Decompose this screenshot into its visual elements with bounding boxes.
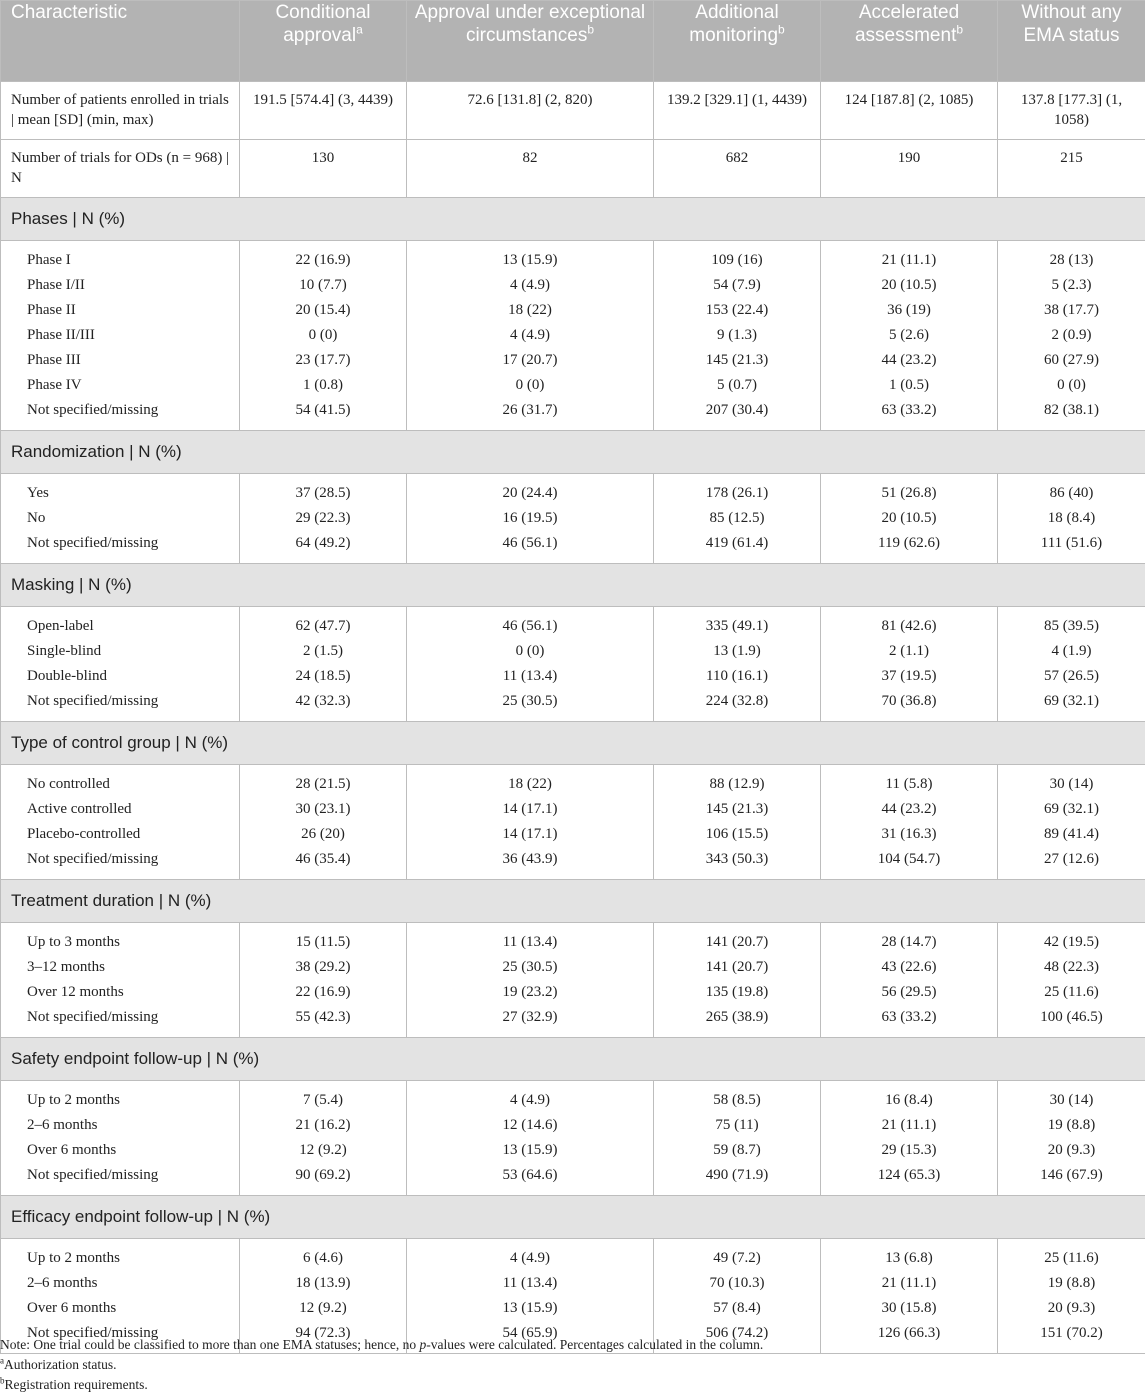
table-cell: 21 (16.2)	[240, 1113, 407, 1138]
table-cell: 37 (19.5)	[821, 664, 998, 689]
table-row	[1, 506, 1145, 531]
note-line: Note: One trial could be classified to more than one EMA statuses; hence, no p-values were calculated. Percentages calculated in the column.	[0, 1335, 1145, 1355]
header-exceptional-circumstances: Approval under exceptional circumstances$^b$	[407, 1, 654, 82]
table-row	[1, 1239, 1145, 1272]
table-cell: 20 (15.4)	[240, 298, 407, 323]
table-cell: 215	[998, 140, 1145, 198]
section-title: Treatment duration | N (%)	[1, 880, 1145, 923]
section-header	[1, 1038, 1145, 1081]
section-title: Type of control group | N (%)	[1, 722, 1145, 765]
table-cell: 119 (62.6)	[821, 531, 998, 564]
table-cell: 1 (0.8)	[240, 373, 407, 398]
table-cell: 53 (64.6)	[407, 1163, 654, 1196]
table-row	[1, 273, 1145, 298]
table-cell: 4 (4.9)	[407, 1239, 654, 1272]
table-cell: 4 (4.9)	[407, 323, 654, 348]
row-label: Not specified/missing	[1, 689, 240, 722]
table-cell: 145 (21.3)	[654, 797, 821, 822]
table-cell: 25 (11.6)	[998, 980, 1145, 1005]
table-cell: 124 [187.8] (2, 1085)	[821, 82, 998, 140]
table-cell: 46 (56.1)	[407, 531, 654, 564]
row-label: Placebo-controlled	[1, 822, 240, 847]
table-row	[1, 639, 1145, 664]
row-label: Not specified/missing	[1, 1321, 240, 1354]
table-cell: 63 (33.2)	[821, 1005, 998, 1038]
header-characteristic: Characteristic	[1, 1, 240, 82]
table-cell: 70 (36.8)	[821, 689, 998, 722]
row-label: Not specified/missing	[1, 847, 240, 880]
row-label: No	[1, 506, 240, 531]
table-cell: 145 (21.3)	[654, 348, 821, 373]
table-cell: 0 (0)	[998, 373, 1145, 398]
table-cell: 104 (54.7)	[821, 847, 998, 880]
table-cell: 44 (23.2)	[821, 348, 998, 373]
footnote-a: $^a$Authorization status.	[0, 1355, 1145, 1375]
row-label: Over 6 months	[1, 1296, 240, 1321]
table-cell: 126 (66.3)	[821, 1321, 998, 1354]
table-cell: 86 (40)	[998, 474, 1145, 507]
table-cell: 15 (11.5)	[240, 923, 407, 956]
table-cell: 25 (30.5)	[407, 955, 654, 980]
table-cell: 28 (14.7)	[821, 923, 998, 956]
table-cell: 63 (33.2)	[821, 398, 998, 431]
row-label: Number of patients enrolled in trials | mean [SD] (min, max)	[1, 82, 240, 140]
table-cell: 82 (38.1)	[998, 398, 1145, 431]
table-cell: 110 (16.1)	[654, 664, 821, 689]
table-cell: 30 (15.8)	[821, 1296, 998, 1321]
table-cell: 18 (8.4)	[998, 506, 1145, 531]
table-cell: 89 (41.4)	[998, 822, 1145, 847]
table-cell: 191.5 [574.4] (3, 4439)	[240, 82, 407, 140]
table-cell: 13 (15.9)	[407, 241, 654, 274]
table-cell: 11 (5.8)	[821, 765, 998, 798]
table-cell: 137.8 [177.3] (1, 1058)	[998, 82, 1145, 140]
table-cell: 13 (15.9)	[407, 1296, 654, 1321]
table-cell: 5 (0.7)	[654, 373, 821, 398]
table-cell: 207 (30.4)	[654, 398, 821, 431]
table-cell: 28 (21.5)	[240, 765, 407, 798]
table-cell: 75 (11)	[654, 1113, 821, 1138]
row-label: Single-blind	[1, 639, 240, 664]
section-header	[1, 1196, 1145, 1239]
row-label: Active controlled	[1, 797, 240, 822]
table-cell: 139.2 [329.1] (1, 4439)	[654, 82, 821, 140]
table-cell: 4 (4.9)	[407, 273, 654, 298]
table-cell: 88 (12.9)	[654, 765, 821, 798]
table-cell: 146 (67.9)	[998, 1163, 1145, 1196]
table-row	[1, 955, 1145, 980]
table-cell: 109 (16)	[654, 241, 821, 274]
table-row	[1, 241, 1145, 274]
table-row	[1, 923, 1145, 956]
table-header	[1, 1, 1145, 82]
table-cell: 22 (16.9)	[240, 241, 407, 274]
row-label: 2–6 months	[1, 1113, 240, 1138]
table-cell: 49 (7.2)	[654, 1239, 821, 1272]
table-cell: 46 (56.1)	[407, 607, 654, 640]
row-label: Not specified/missing	[1, 1163, 240, 1196]
row-label: 3–12 months	[1, 955, 240, 980]
row-label: No controlled	[1, 765, 240, 798]
table-cell: 106 (15.5)	[654, 822, 821, 847]
table-cell: 48 (22.3)	[998, 955, 1145, 980]
row-label: Phase II	[1, 298, 240, 323]
table-cell: 42 (19.5)	[998, 923, 1145, 956]
footnote-mark: a	[356, 23, 363, 37]
row-label: Phase II/III	[1, 323, 240, 348]
table-row	[1, 822, 1145, 847]
row-label: Up to 3 months	[1, 923, 240, 956]
table-row	[1, 1296, 1145, 1321]
table-cell: 90 (69.2)	[240, 1163, 407, 1196]
table-cell: 151 (70.2)	[998, 1321, 1145, 1354]
section-header	[1, 880, 1145, 923]
section-header	[1, 722, 1145, 765]
table-cell: 343 (50.3)	[654, 847, 821, 880]
table-row	[1, 398, 1145, 431]
table-cell: 30 (14)	[998, 1081, 1145, 1114]
table-row	[1, 323, 1145, 348]
table-cell: 23 (17.7)	[240, 348, 407, 373]
table-cell: 27 (32.9)	[407, 1005, 654, 1038]
row-label: Not specified/missing	[1, 398, 240, 431]
table-cell: 22 (16.9)	[240, 980, 407, 1005]
table-cell: 13 (6.8)	[821, 1239, 998, 1272]
table-cell: 85 (39.5)	[998, 607, 1145, 640]
row-label: 2–6 months	[1, 1271, 240, 1296]
table-cell: 335 (49.1)	[654, 607, 821, 640]
row-label: Over 12 months	[1, 980, 240, 1005]
table-cell: 11 (13.4)	[407, 923, 654, 956]
table-cell: 57 (8.4)	[654, 1296, 821, 1321]
row-label: Double-blind	[1, 664, 240, 689]
row-label: Not specified/missing	[1, 1005, 240, 1038]
table-cell: 4 (4.9)	[407, 1081, 654, 1114]
table-cell: 11 (13.4)	[407, 664, 654, 689]
table-notes	[0, 1335, 1145, 1395]
table-cell: 130	[240, 140, 407, 198]
table-cell: 25 (30.5)	[407, 689, 654, 722]
row-label: Phase III	[1, 348, 240, 373]
table-cell: 111 (51.6)	[998, 531, 1145, 564]
table-cell: 30 (14)	[998, 765, 1145, 798]
section-title: Randomization | N (%)	[1, 431, 1145, 474]
row-label: Open-label	[1, 607, 240, 640]
table-row	[1, 298, 1145, 323]
table-cell: 124 (65.3)	[821, 1163, 998, 1196]
table-cell: 12 (9.2)	[240, 1296, 407, 1321]
table-cell: 5 (2.3)	[998, 273, 1145, 298]
row-label: Phase I/II	[1, 273, 240, 298]
table-cell: 14 (17.1)	[407, 797, 654, 822]
table-row	[1, 980, 1145, 1005]
table-cell: 5 (2.6)	[821, 323, 998, 348]
section-header	[1, 431, 1145, 474]
table-cell: 30 (23.1)	[240, 797, 407, 822]
row-label: Over 6 months	[1, 1138, 240, 1163]
table-cell: 20 (10.5)	[821, 506, 998, 531]
table-cell: 0 (0)	[240, 323, 407, 348]
table-cell: 0 (0)	[407, 373, 654, 398]
table-cell: 54 (65.9)	[407, 1321, 654, 1354]
table-row	[1, 373, 1145, 398]
table-row	[1, 531, 1145, 564]
table-cell: 19 (23.2)	[407, 980, 654, 1005]
table-cell: 419 (61.4)	[654, 531, 821, 564]
table-cell: 38 (29.2)	[240, 955, 407, 980]
table-cell: 153 (22.4)	[654, 298, 821, 323]
table-cell: 26 (20)	[240, 822, 407, 847]
table-cell: 29 (15.3)	[821, 1138, 998, 1163]
table-cell: 27 (12.6)	[998, 847, 1145, 880]
table-cell: 69 (32.1)	[998, 689, 1145, 722]
table-cell: 43 (22.6)	[821, 955, 998, 980]
table-row	[1, 348, 1145, 373]
table-cell: 31 (16.3)	[821, 822, 998, 847]
table-cell: 81 (42.6)	[821, 607, 998, 640]
footnote-mark: b	[778, 23, 785, 37]
table-row	[1, 1271, 1145, 1296]
table-cell: 135 (19.8)	[654, 980, 821, 1005]
table-cell: 14 (17.1)	[407, 822, 654, 847]
table-cell: 60 (27.9)	[998, 348, 1145, 373]
table-cell: 29 (22.3)	[240, 506, 407, 531]
table-cell: 18 (22)	[407, 298, 654, 323]
table-cell: 100 (46.5)	[998, 1005, 1145, 1038]
table-cell: 51 (26.8)	[821, 474, 998, 507]
table-cell: 10 (7.7)	[240, 273, 407, 298]
table-cell: 2 (1.5)	[240, 639, 407, 664]
table-cell: 11 (13.4)	[407, 1271, 654, 1296]
table-cell: 2 (0.9)	[998, 323, 1145, 348]
table-cell: 190	[821, 140, 998, 198]
table-cell: 18 (22)	[407, 765, 654, 798]
table-body	[1, 82, 1145, 1354]
table-cell: 19 (8.8)	[998, 1113, 1145, 1138]
table-cell: 0 (0)	[407, 639, 654, 664]
footnote-b: $^b$Registration requirements.	[0, 1375, 1145, 1395]
table-cell: 21 (11.1)	[821, 1271, 998, 1296]
table-cell: 59 (8.7)	[654, 1138, 821, 1163]
table-cell: 20 (9.3)	[998, 1138, 1145, 1163]
table-cell: 57 (26.5)	[998, 664, 1145, 689]
table-cell: 62 (47.7)	[240, 607, 407, 640]
table-row	[1, 82, 1145, 140]
row-label: Yes	[1, 474, 240, 507]
table-cell: 55 (42.3)	[240, 1005, 407, 1038]
section-title: Masking | N (%)	[1, 564, 1145, 607]
header-additional-monitoring: Additional monitoring$^b$	[654, 1, 821, 82]
table-cell: 12 (9.2)	[240, 1138, 407, 1163]
table-cell: 54 (41.5)	[240, 398, 407, 431]
table-cell: 506 (74.2)	[654, 1321, 821, 1354]
table-cell: 178 (26.1)	[654, 474, 821, 507]
table-row	[1, 474, 1145, 507]
table-cell: 85 (12.5)	[654, 506, 821, 531]
table-cell: 682	[654, 140, 821, 198]
table-cell: 13 (15.9)	[407, 1138, 654, 1163]
table-cell: 141 (20.7)	[654, 955, 821, 980]
table-row	[1, 1163, 1145, 1196]
table-cell: 490 (71.9)	[654, 1163, 821, 1196]
table-row	[1, 1005, 1145, 1038]
row-label: Not specified/missing	[1, 531, 240, 564]
row-label: Up to 2 months	[1, 1081, 240, 1114]
footnote-mark: b	[587, 23, 594, 37]
table-row	[1, 1113, 1145, 1138]
table-cell: 9 (1.3)	[654, 323, 821, 348]
table-cell: 44 (23.2)	[821, 797, 998, 822]
table-cell: 54 (7.9)	[654, 273, 821, 298]
table-cell: 1 (0.5)	[821, 373, 998, 398]
table-cell: 25 (11.6)	[998, 1239, 1145, 1272]
table-cell: 56 (29.5)	[821, 980, 998, 1005]
table-cell: 4 (1.9)	[998, 639, 1145, 664]
table-cell: 36 (19)	[821, 298, 998, 323]
table-cell: 16 (19.5)	[407, 506, 654, 531]
table-cell: 72.6 [131.8] (2, 820)	[407, 82, 654, 140]
table-row	[1, 797, 1145, 822]
table-cell: 6 (4.6)	[240, 1239, 407, 1272]
row-label: Phase I	[1, 241, 240, 274]
table-row	[1, 664, 1145, 689]
section-header	[1, 564, 1145, 607]
table-cell: 12 (14.6)	[407, 1113, 654, 1138]
table-row	[1, 140, 1145, 198]
table-row	[1, 765, 1145, 798]
table-cell: 20 (24.4)	[407, 474, 654, 507]
table-cell: 141 (20.7)	[654, 923, 821, 956]
table-cell: 21 (11.1)	[821, 1113, 998, 1138]
table-cell: 20 (10.5)	[821, 273, 998, 298]
footnote-mark: b	[956, 23, 963, 37]
table-cell: 19 (8.8)	[998, 1271, 1145, 1296]
table-cell: 36 (43.9)	[407, 847, 654, 880]
table-cell: 16 (8.4)	[821, 1081, 998, 1114]
section-title: Safety endpoint follow-up | N (%)	[1, 1038, 1145, 1081]
table-cell: 265 (38.9)	[654, 1005, 821, 1038]
table-cell: 46 (35.4)	[240, 847, 407, 880]
table-cell: 2 (1.1)	[821, 639, 998, 664]
table-cell: 24 (18.5)	[240, 664, 407, 689]
header-accelerated-assessment: Accelerated assessment$^b$	[821, 1, 998, 82]
section-header	[1, 198, 1145, 241]
header-without-ema-status: Without any EMA status	[998, 1, 1145, 82]
section-title: Efficacy endpoint follow-up | N (%)	[1, 1196, 1145, 1239]
table-cell: 94 (72.3)	[240, 1321, 407, 1354]
row-label: Phase IV	[1, 373, 240, 398]
table-row	[1, 607, 1145, 640]
table-cell: 20 (9.3)	[998, 1296, 1145, 1321]
table-cell: 42 (32.3)	[240, 689, 407, 722]
table-cell: 70 (10.3)	[654, 1271, 821, 1296]
table-row	[1, 847, 1145, 880]
table-cell: 7 (5.4)	[240, 1081, 407, 1114]
table-cell: 69 (32.1)	[998, 797, 1145, 822]
table-row	[1, 689, 1145, 722]
table-cell: 38 (17.7)	[998, 298, 1145, 323]
table-cell: 21 (11.1)	[821, 241, 998, 274]
table-row	[1, 1081, 1145, 1114]
table-cell: 28 (13)	[998, 241, 1145, 274]
table-row	[1, 1138, 1145, 1163]
table-cell: 58 (8.5)	[654, 1081, 821, 1114]
table-cell: 13 (1.9)	[654, 639, 821, 664]
header-conditional-approval: Conditional approval$^a$	[240, 1, 407, 82]
table-cell: 17 (20.7)	[407, 348, 654, 373]
table-cell: 18 (13.9)	[240, 1271, 407, 1296]
table-cell: 64 (49.2)	[240, 531, 407, 564]
row-label: Up to 2 months	[1, 1239, 240, 1272]
table-cell: 224 (32.8)	[654, 689, 821, 722]
section-title: Phases | N (%)	[1, 198, 1145, 241]
row-label: Number of trials for ODs (n = 968) | N	[1, 140, 240, 198]
table-cell: 37 (28.5)	[240, 474, 407, 507]
table-cell: 82	[407, 140, 654, 198]
table-cell: 26 (31.7)	[407, 398, 654, 431]
